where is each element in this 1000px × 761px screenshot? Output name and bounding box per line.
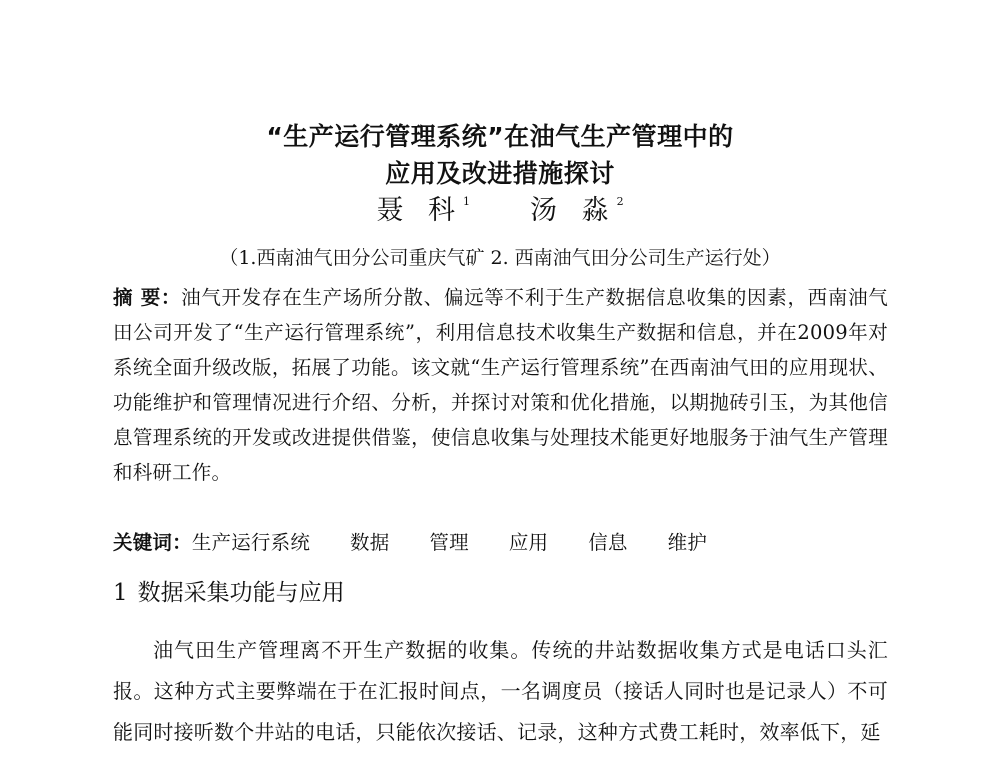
paper-title-line-1: “生产运行管理系统”在油气生产管理中的 bbox=[266, 122, 734, 151]
keyword: 管理 bbox=[429, 531, 469, 554]
author-name: 聂 科 bbox=[376, 195, 463, 226]
keyword: 生产运行系统 bbox=[191, 531, 311, 554]
author-name: 汤 淼 bbox=[530, 195, 617, 226]
section-number: 1 bbox=[113, 580, 128, 606]
author-affiliation-mark: 1 bbox=[463, 195, 470, 208]
body-paragraph: 油气田生产管理离不开生产数据的收集。传统的井站数据收集方式是电话口头汇报。这种方式主要弊端在于在汇报时间点，一名调度员（接话人同时也是记录人）不可能同时接听数个井站的电话，只能依次接话、记录，这种方式费工耗时，效率低下，延 bbox=[113, 638, 888, 744]
affiliation: （1.西南油气田分公司重庆气矿 2. 西南油气田分公司生产运行处） bbox=[219, 247, 781, 269]
section-title: 数据采集功能与应用 bbox=[137, 580, 345, 606]
abstract-label: 摘 要： bbox=[113, 286, 182, 309]
abstract-text: 油气开发存在生产场所分散、偏远等不利于生产数据信息收集的因素，西南油气田公司开发了“生产运行管理系统”，利用信息技术收集生产数据和信息，并在2009年对系统全面升级改版，拓展了功能。该文就“生产运行管理系统”在西南油气田的应用现状、功能维护和管理情况进行介绍、分析，并探讨对策和优化措施，以期抛砖引玉，为其他信息管理系统的开发或改进提供借鉴，使信息收集与处理技术能更好地服务于油气生产管理和科研工作。 bbox=[113, 286, 888, 484]
paper-title-line-2: 应用及改进措施探讨 bbox=[385, 159, 615, 188]
section-heading bbox=[113, 574, 345, 607]
author-list bbox=[0, 188, 1000, 227]
keyword: 信息 bbox=[588, 531, 628, 554]
author-affiliation-mark: 2 bbox=[616, 195, 624, 208]
keyword: 应用 bbox=[508, 531, 549, 554]
abstract bbox=[113, 280, 888, 490]
keywords-label: 关键词： bbox=[113, 531, 192, 554]
keyword: 维护 bbox=[667, 531, 708, 554]
keyword: 数据 bbox=[350, 531, 390, 554]
keywords bbox=[113, 525, 888, 560]
